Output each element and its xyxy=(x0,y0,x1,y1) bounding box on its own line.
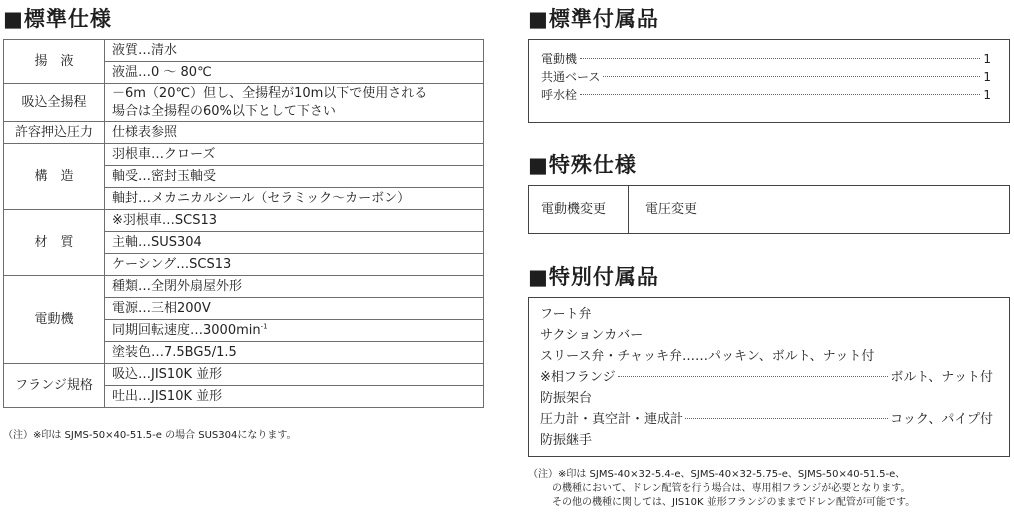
spec-value: 種類…全閉外扇屋外形 xyxy=(105,276,484,298)
option-item: フート弁 xyxy=(540,307,592,322)
option-item: サクションカバー xyxy=(540,328,644,343)
spec-value: 主軸…SUS304 xyxy=(105,232,484,254)
option-detail: コック、パイプ付 xyxy=(890,412,993,427)
spec-value: 仕様表参照 xyxy=(105,122,484,144)
spec-value: 塗装色…7.5BG5/1.5 xyxy=(105,342,484,364)
suction-head-line-2: 場合は全揚程の60%以下として下さい xyxy=(112,103,336,119)
option-name: 圧力計・真空計・連成計 xyxy=(540,412,684,427)
accessory-row xyxy=(541,51,991,68)
accessory-qty: 1 xyxy=(983,52,991,66)
pumped-liquid-label: 揚 液 xyxy=(4,40,105,84)
spec-value: 軸受…密封玉軸受 xyxy=(105,166,484,188)
accessory-row xyxy=(541,87,991,104)
spec-value: 軸封…メカニカルシール（セラミック～カーボン） xyxy=(105,188,484,210)
flange-label: フランジ規格 xyxy=(4,364,105,408)
option-item: 防振継手 xyxy=(540,433,593,448)
special-accessories-heading: ■特別付属品 xyxy=(528,265,659,289)
leader-dots xyxy=(603,76,980,77)
speed-text: 同期回転速度…3000min xyxy=(112,323,261,338)
accessory-qty: 1 xyxy=(983,88,991,102)
special-spec-value: 電圧変更 xyxy=(645,202,698,217)
special-accessories-box xyxy=(528,297,1010,457)
spec-value: ※羽根車…SCS13 xyxy=(105,210,484,232)
standard-spec-heading: ■標準仕様 xyxy=(3,7,112,31)
special-spec-box xyxy=(528,185,1010,234)
structure-label: 構 造 xyxy=(4,144,105,210)
leader-dots xyxy=(580,58,980,59)
suction-head-line-1: －6m（20℃）但し、全揚程が10m以下で使用される xyxy=(112,85,428,101)
spec-value: 液温…0 ～ 80℃ xyxy=(105,62,484,84)
spec-value: 液質…清水 xyxy=(105,40,484,62)
speed-value xyxy=(105,320,484,342)
leader-dots xyxy=(580,94,980,95)
spec-value: 吸込…JIS10K 並形 xyxy=(105,364,484,386)
suction-head-label: 吸込全揚程 xyxy=(4,84,105,122)
speed-superscript: -1 xyxy=(260,322,268,331)
allowable-pressure-label: 許容押込圧力 xyxy=(4,122,105,144)
standard-accessories-box xyxy=(528,39,1010,123)
spec-value: ケーシング…SCS13 xyxy=(105,254,484,276)
spec-value: 吐出…JIS10K 並形 xyxy=(105,386,484,408)
option-item xyxy=(540,367,993,388)
special-note-line-2: の機種において、ドレン配管を行う場合は、専用相フランジが必要となります。 xyxy=(552,483,911,494)
divider xyxy=(628,186,629,233)
option-item xyxy=(540,409,993,430)
spec-value: 電源…三相200V xyxy=(105,298,484,320)
accessory-name: 呼水栓 xyxy=(541,88,578,102)
standard-accessories-heading: ■標準付属品 xyxy=(528,7,659,31)
suction-head-value xyxy=(105,84,484,122)
option-item: スリース弁・チャッキ弁……パッキン、ボルト、ナット付 xyxy=(540,349,875,364)
option-detail: ボルト、ナット付 xyxy=(890,370,993,385)
leader-dots xyxy=(685,418,888,419)
special-note-line-1: （注）※印は SJMS-40×32-5.4-e、SJMS-40×32-5.75-e、SJMS-50×40-51.5-e、 xyxy=(528,469,906,480)
material-label: 材 質 xyxy=(4,210,105,276)
option-item: 防振架台 xyxy=(540,391,593,406)
accessory-name: 共通ベース xyxy=(541,70,601,84)
accessory-row xyxy=(541,69,991,86)
special-note-line-3: その他の機種に関しては、JIS10K 並形フランジのままでドレン配管が可能です。 xyxy=(552,497,916,508)
leader-dots xyxy=(618,376,889,377)
special-spec-heading: ■特殊仕様 xyxy=(528,153,637,177)
spec-note: （注）※印は SJMS-50×40-51.5-e の場合 SUS304になります。 xyxy=(3,430,297,441)
accessory-name: 電動機 xyxy=(541,52,578,66)
motor-label: 電動機 xyxy=(4,276,105,364)
spec-value: 羽根車…クローズ xyxy=(105,144,484,166)
accessory-qty: 1 xyxy=(983,70,991,84)
spec-table xyxy=(3,39,484,408)
option-name: ※相フランジ xyxy=(540,370,616,385)
special-spec-label: 電動機変更 xyxy=(541,202,607,217)
